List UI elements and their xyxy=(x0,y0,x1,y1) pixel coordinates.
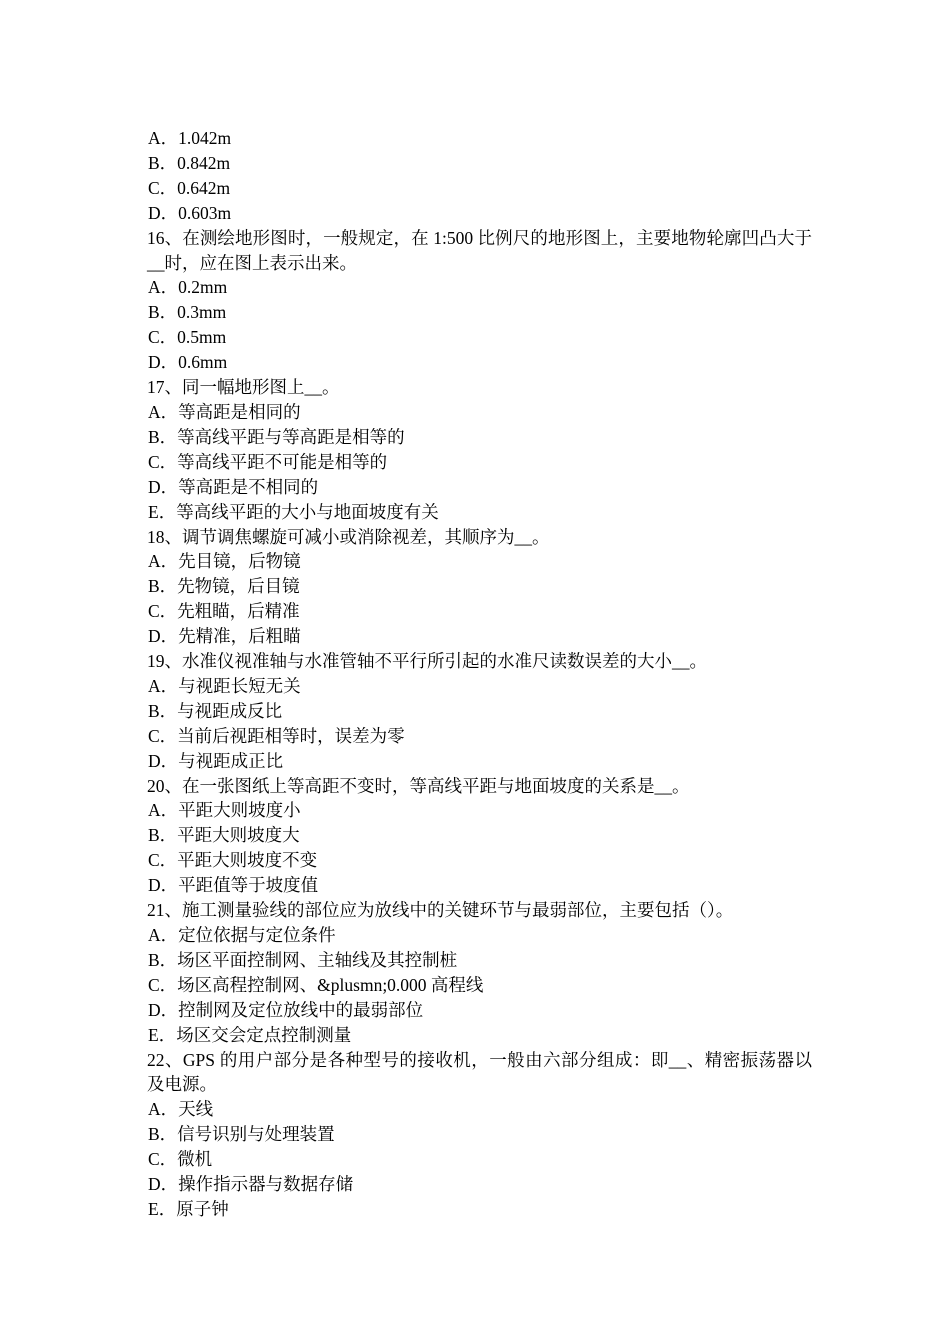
question-text: 19、水准仪视准轴与水准管轴不平行所引起的水准尺读数误差的大小__。 xyxy=(147,651,707,672)
answer-option: D．与视距成正比 xyxy=(148,750,284,771)
answer-option: D．控制网及定位放线中的最弱部位 xyxy=(148,999,424,1020)
answer-option: E．原子钟 xyxy=(148,1198,229,1219)
answer-option: E．场区交会定点控制测量 xyxy=(148,1024,352,1045)
answer-option: A．天线 xyxy=(148,1099,214,1120)
answer-option: B．信号识别与处理装置 xyxy=(148,1124,335,1145)
question-text: 21、施工测量验线的部位应为放线中的关键环节与最弱部位，主要包括（）。 xyxy=(147,900,734,921)
question-text: 17、同一幅地形图上__。 xyxy=(147,377,340,398)
answer-option: D．0.6mm xyxy=(148,352,228,373)
answer-option: A．等高距是相同的 xyxy=(148,401,301,422)
answer-option: A．1.042m xyxy=(148,128,232,148)
answer-option: C．0.642m xyxy=(148,177,231,198)
answer-option: A．与视距长短无关 xyxy=(148,675,301,696)
answer-option: B．场区平面控制网、主轴线及其控制桩 xyxy=(148,949,458,970)
answer-option: B．先物镜，后目镜 xyxy=(148,576,300,597)
answer-option: D．操作指示器与数据存储 xyxy=(148,1174,354,1195)
answer-option: C．微机 xyxy=(148,1149,213,1170)
answer-option: B．0.842m xyxy=(148,152,231,173)
answer-option: B．与视距成反比 xyxy=(148,700,283,721)
answer-option: C．先粗瞄，后精准 xyxy=(148,601,300,622)
answer-option: D．0.603m xyxy=(148,202,232,223)
question-text: 16、在测绘地形图时，一般规定，在 1:500 比例尺的地形图上，主要地物轮廓凹凸大于__时，应在图上表示出来。 xyxy=(147,227,812,273)
question-text: 22、GPS 的用户部分是各种型号的接收机，一般由六部分组成：即__、精密振荡器以及电源。 xyxy=(147,1049,812,1095)
answer-option: D．平距值等于坡度值 xyxy=(148,875,319,896)
answer-option: C．等高线平距不可能是相等的 xyxy=(148,451,388,472)
answer-option: C．场区高程控制网、&plusmn;0.000 高程线 xyxy=(148,974,484,995)
question-text: 20、在一张图纸上等高距不变时，等高线平距与地面坡度的关系是__。 xyxy=(147,775,690,796)
answer-option: A．先目镜，后物镜 xyxy=(148,551,301,572)
answer-option: B．平距大则坡度大 xyxy=(148,825,300,846)
answer-option: C．当前后视距相等时，误差为零 xyxy=(148,725,405,746)
answer-option: C．0.5mm xyxy=(148,327,227,348)
answer-option: A．0.2mm xyxy=(148,277,228,298)
answer-option: C．平距大则坡度不变 xyxy=(148,850,318,871)
answer-option: D．先精准，后粗瞄 xyxy=(148,626,301,647)
answer-option: A．平距大则坡度小 xyxy=(148,800,301,821)
answer-option: B．0.3mm xyxy=(148,302,227,323)
question-list xyxy=(147,126,812,1222)
answer-option: B．等高线平距与等高距是相等的 xyxy=(148,426,405,447)
answer-option: D．等高距是不相同的 xyxy=(148,476,319,497)
question-text: 18、调节调焦螺旋可减小或消除视差，其顺序为__。 xyxy=(147,526,550,547)
answer-option: A．定位依据与定位条件 xyxy=(148,925,336,945)
answer-option: E．等高线平距的大小与地面坡度有关 xyxy=(148,501,439,522)
